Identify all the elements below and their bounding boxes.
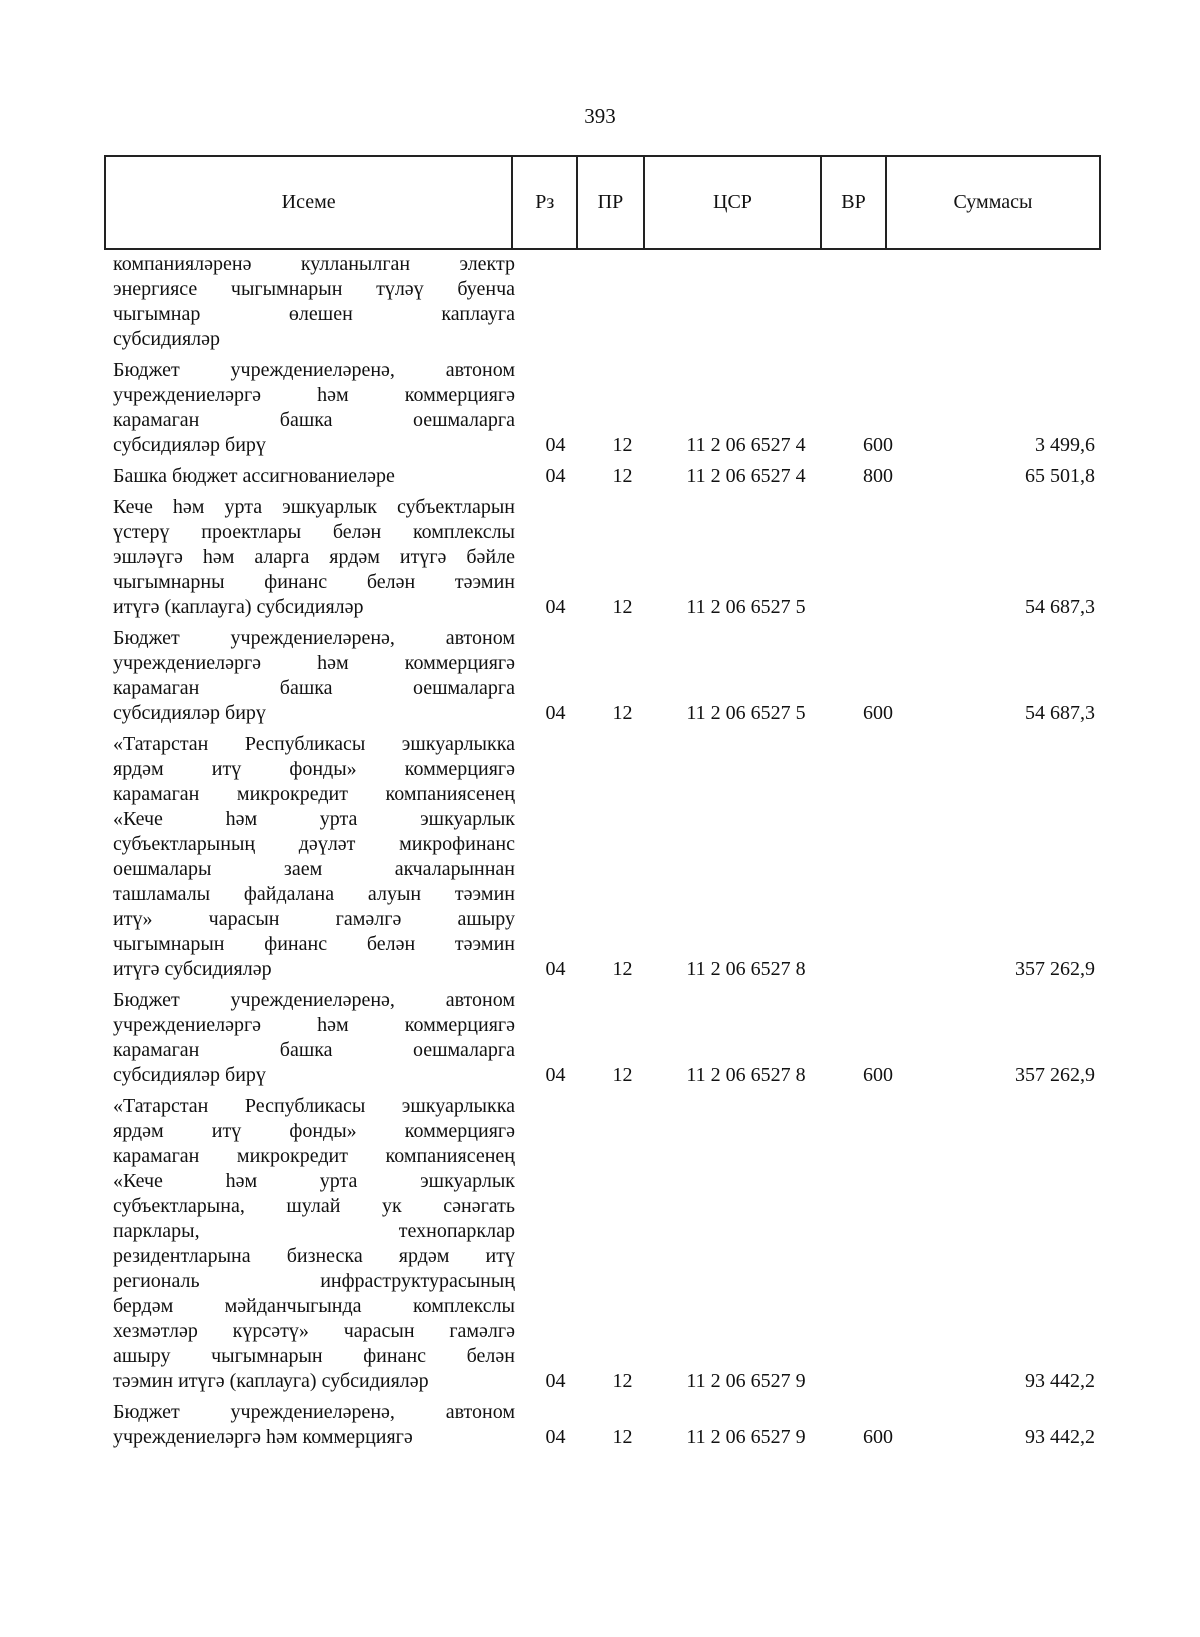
row-name-line: итү» чарасын гамәлгә ашыру xyxy=(113,908,515,930)
row-name-line: карамаган микрокредит компаниясенең xyxy=(113,1145,515,1167)
row-name-line: субсидияләр бирү xyxy=(113,434,266,456)
row-csr: 11 2 06 6527 4 xyxy=(686,465,806,487)
row-sum: 54 687,3 xyxy=(1025,702,1095,724)
row-pr: 12 xyxy=(612,1426,633,1448)
row-name-line: итүгә субсидияләр xyxy=(113,958,272,980)
table-row xyxy=(0,495,1200,620)
row-name xyxy=(113,988,515,1088)
row-rz: 04 xyxy=(545,1426,566,1448)
row-name-line: компанияләренә кулланылган электр xyxy=(113,253,515,275)
row-name-line: үстерү проектлары белән комплекслы xyxy=(113,521,515,543)
row-vr: 600 xyxy=(863,702,893,724)
row-rz: 04 xyxy=(545,1370,566,1392)
row-name-line: субсидияләр бирү xyxy=(113,1064,266,1086)
row-pr: 12 xyxy=(612,958,633,980)
row-name-line: парклары, технопарклар xyxy=(113,1220,515,1242)
row-name-line: ашыру чыгымнарын финанс белән xyxy=(113,1345,515,1367)
table-row xyxy=(0,626,1200,726)
header-csr: ЦСР xyxy=(645,157,822,248)
table-row xyxy=(0,252,1200,352)
row-name-line: Бюджет учреждениеләренә, автоном xyxy=(113,1401,515,1423)
row-vr: 600 xyxy=(863,1064,893,1086)
row-name-line: региональ инфраструктурасының xyxy=(113,1270,515,1292)
row-name-line: Бюджет учреждениеләренә, автоном xyxy=(113,627,515,649)
row-name xyxy=(113,464,515,489)
row-sum: 54 687,3 xyxy=(1025,596,1095,618)
row-sum: 3 499,6 xyxy=(1035,434,1095,456)
row-rz: 04 xyxy=(545,596,566,618)
row-name xyxy=(113,1094,515,1394)
row-name-line: карамаган микрокредит компаниясенең xyxy=(113,783,515,805)
row-vr: 800 xyxy=(863,465,893,487)
row-name-line: энергиясе чыгымнарын түләү буенча xyxy=(113,278,515,300)
row-csr: 11 2 06 6527 5 xyxy=(686,596,806,618)
header-sum: Суммасы xyxy=(953,191,1033,213)
row-sum: 357 262,9 xyxy=(1015,958,1095,980)
row-pr: 12 xyxy=(612,596,633,618)
row-name-line: Бюджет учреждениеләренә, автоном xyxy=(113,989,515,1011)
row-name-line: чыгымнар өлешен каплауга xyxy=(113,303,515,325)
row-csr: 11 2 06 6527 9 xyxy=(686,1426,806,1448)
row-pr: 12 xyxy=(612,1064,633,1086)
row-pr: 12 xyxy=(612,434,633,456)
row-name-line: ярдәм итү фонды» коммерциягә xyxy=(113,758,515,780)
row-name-line: карамаган башка оешмаларга xyxy=(113,1039,515,1061)
row-csr: 11 2 06 6527 8 xyxy=(686,958,806,980)
row-name-line: субсидияләр xyxy=(113,328,221,350)
table-row xyxy=(0,1094,1200,1394)
row-name-line: учреждениеләргә һәм коммерциягә xyxy=(113,652,515,674)
row-name-line: субсидияләр бирү xyxy=(113,702,266,724)
row-name-line: субъектларына, шулай ук сәнәгать xyxy=(113,1195,515,1217)
row-csr: 11 2 06 6527 4 xyxy=(686,434,806,456)
row-name-line: Башка бюджет ассигнованиеләре xyxy=(113,465,395,487)
row-rz: 04 xyxy=(545,465,566,487)
row-name-line: карамаган башка оешмаларга xyxy=(113,409,515,431)
row-name-line: «Татарстан Республикасы эшкуарлыкка xyxy=(113,1095,515,1117)
row-csr: 11 2 06 6527 8 xyxy=(686,1064,806,1086)
row-rz: 04 xyxy=(545,958,566,980)
row-csr: 11 2 06 6527 5 xyxy=(686,702,806,724)
row-name-line: субъектларының дәүләт микрофинанс xyxy=(113,833,515,855)
row-name-line: учреждениеләргә һәм коммерциягә xyxy=(113,1426,413,1448)
row-name-line: учреждениеләргә һәм коммерциягә xyxy=(113,1014,515,1036)
row-name xyxy=(113,495,515,620)
row-pr: 12 xyxy=(612,465,633,487)
row-csr: 11 2 06 6527 9 xyxy=(686,1370,806,1392)
row-name-line: итүгә (каплауга) субсидияләр xyxy=(113,596,364,618)
row-name-line: тәэмин итүгә (каплауга) субсидияләр xyxy=(113,1370,429,1392)
header-vr: ВР xyxy=(822,157,887,248)
row-name-line: эшләүгә һәм аларга ярдәм итүгә бәйле xyxy=(113,546,515,568)
header-pr: ПР xyxy=(578,157,645,248)
row-rz: 04 xyxy=(545,434,566,456)
row-name-line: Бюджет учреждениеләренә, автоном xyxy=(113,359,515,381)
table-body xyxy=(0,252,1200,1456)
row-sum: 357 262,9 xyxy=(1015,1064,1095,1086)
row-name-line: бердәм мәйданчыгында комплекслы xyxy=(113,1295,515,1317)
row-vr: 600 xyxy=(863,1426,893,1448)
row-sum: 65 501,8 xyxy=(1025,465,1095,487)
row-name-line: резидентларына бизнеска ярдәм итү xyxy=(113,1245,515,1267)
row-name-line: ташламалы файдалана алуын тәэмин xyxy=(113,883,515,905)
table-header xyxy=(104,155,1101,250)
row-pr: 12 xyxy=(612,1370,633,1392)
row-name-line: чыгымнарны финанс белән тәэмин xyxy=(113,571,515,593)
row-vr: 600 xyxy=(863,434,893,456)
row-name xyxy=(113,626,515,726)
row-name-line: учреждениеләргә һәм коммерциягә xyxy=(113,384,515,406)
row-pr: 12 xyxy=(612,702,633,724)
table-row xyxy=(0,358,1200,458)
row-name-line: «Кече һәм урта эшкуарлык xyxy=(113,808,515,830)
row-name xyxy=(113,1400,515,1450)
row-name-line: карамаган башка оешмаларга xyxy=(113,677,515,699)
row-name-line: чыгымнарын финанс белән тәэмин xyxy=(113,933,515,955)
table-row xyxy=(0,732,1200,982)
table-row xyxy=(0,988,1200,1088)
row-name-line: «Кече һәм урта эшкуарлык xyxy=(113,1170,515,1192)
table-row xyxy=(0,1400,1200,1450)
row-name-line: оешмалары заем акчаларыннан xyxy=(113,858,515,880)
page-number: 393 xyxy=(584,104,616,128)
row-name xyxy=(113,358,515,458)
row-name-line: хезмәтләр күрсәтү» чарасын гамәлгә xyxy=(113,1320,515,1342)
row-rz: 04 xyxy=(545,1064,566,1086)
header-rz: Рз xyxy=(513,157,578,248)
row-name-line: «Татарстан Республикасы эшкуарлыкка xyxy=(113,733,515,755)
table-row xyxy=(0,464,1200,489)
row-sum: 93 442,2 xyxy=(1025,1426,1095,1448)
row-name-line: ярдәм итү фонды» коммерциягә xyxy=(113,1120,515,1142)
row-name xyxy=(113,732,515,982)
header-name: Исеме xyxy=(106,157,513,248)
row-rz: 04 xyxy=(545,702,566,724)
row-name xyxy=(113,252,515,352)
row-name-line: Кече һәм урта эшкуарлык субъектларын xyxy=(113,496,515,518)
row-sum: 93 442,2 xyxy=(1025,1370,1095,1392)
